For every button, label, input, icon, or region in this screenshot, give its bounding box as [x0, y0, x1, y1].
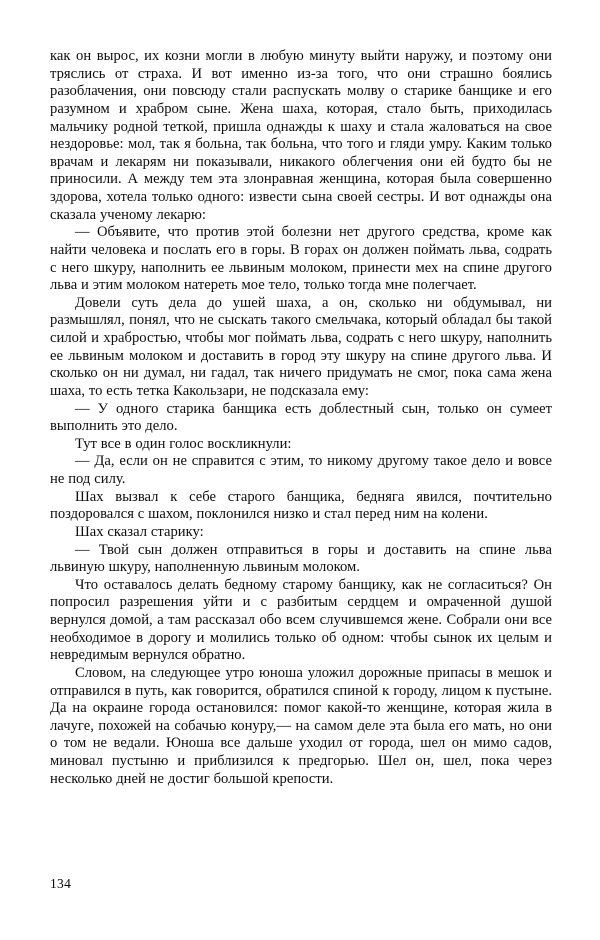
paragraph: Словом, на следующее утро юноша уложил дорожные припасы в мешок и отправился в путь, как говорится, обратился спиной к городу, лицом к пустыне. Да на окраине города остановился: помог какой-то женщине, которая жила в лачуге, похожей на собачью конуру,— на самом деле эта была его мать, но они о том не ведали. Юноша все дальше уходил от города, шел он мимо садов, миновал пустыню и приблизился к предгорью. Шел он, шел, пока через несколько дней не достиг большой крепости. — [50, 664, 552, 787]
paragraph: — Да, если он не справится с этим, то никому другому такое дело и вовсе не под силу. — [50, 453, 552, 487]
paragraph: Тут все в один голос воскликнули: — [75, 435, 292, 452]
paragraph: — Объявите, что против этой болезни нет другого средства, кроме как найти человека и послать его в горы. В горах он должен поймать льва, содрать с него шкуру, наполнить ее львиным молоком, принести мех на спине другого льва и этим молоком натереть мое тело, только тогда мне полегчает. — [50, 224, 552, 294]
paragraph: Шах вызвал к себе старого банщика, бедняга явился, почтительно поздоровался с шахом, поклонился низко и стал перед ним на колени. — [50, 488, 552, 523]
paragraph: — У одного старика банщика есть доблестный сын, только он сумеет выполнить это дело. — [50, 400, 552, 435]
paragraph: Довели суть дела до ушей шаха, а он, сколько ни обдумывал, ни размышлял, понял, что не сыскать такого смельчака, который обладал бы такой силой и храбростью, чтобы мог поймать льва, содрать с него шкуру, наполнить ее львиным молоком и доставить в город эту шкуру на спине другого льва. И сколько он ни думал, ни гадал, так ничего придумать не смог, пока сама жена шаха, то есть тетка Какользари, не подсказала ему: — [50, 294, 552, 399]
page-number: 134 — [50, 876, 72, 891]
paragraph: Что оставалось делать бедному старому банщику, как не согласиться? Он попросил разрешения уйти и с разбитым сердцем и омраченной душой вернулся домой, а там рассказал обо всем случившемся жене. Собрали они все необходимое в дорогу и молились только об одном: чтобы сынок их целым и невредимым вернулся обратно. — [50, 576, 552, 664]
page-body-text — [50, 48, 552, 788]
paragraph: как он вырос, их козни могли в любую минуту выйти наружу, и поэтому они тряслись от страха. И вот именно из-за того, что они страшно боялись разоблачения, они повсюду стали распускать молву о старике банщике и его разумном и храбром сыне. Жена шаха, которая, стало быть, приходилась мальчику родной теткой, пришла однажды к шаху и стала жаловаться на свое нездоровье: мол, так я больна, так больна, что того и гляди умру. Каким только врачам и лекарям ни показывали, никакого облегчения они ей будто бы не приносили. А между тем эта злонравная женщина, которая была совершенно здорова, хотела только одного: извести сына своей сестры. И вот однажды она сказала ученому лекарю: — [50, 48, 552, 223]
paragraph: Шах сказал старику: — [75, 523, 204, 540]
paragraph: — Твой сын должен отправиться в горы и доставить на спине льва львиную шкуру, наполненную львиным молоком. — [50, 541, 552, 576]
